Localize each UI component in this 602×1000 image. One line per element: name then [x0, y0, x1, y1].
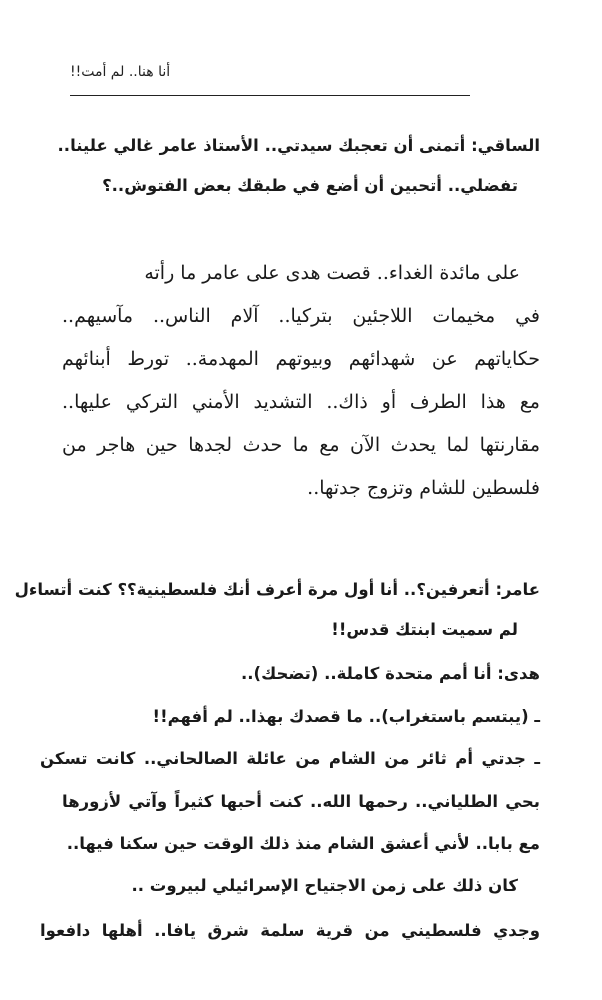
narration-line-6: فلسطين للشام وتزوج جدتها..: [307, 477, 540, 499]
dialogue-line-9: وجدي فلسطيني من قرية سلمة شرق يافا.. أهلها دافعوا: [40, 921, 540, 940]
dialogue-line-1: عامر: أتعرفين؟.. أنا أول مرة أعرف أنك فلسطينية؟؟ كنت أتساءل: [14, 580, 540, 599]
dialogue-line-6: بحي الطلياني.. رحمها الله.. كنت أحبها كثيراً وآتي لأزورها: [62, 792, 540, 811]
header-divider: [70, 95, 470, 96]
running-header-title: أنا هنا.. لم أمت!!: [70, 64, 171, 80]
dialogue-line-8: كان ذلك على زمن الاجتياح الإسرائيلي لبيروت ..: [131, 876, 518, 895]
dialogue-line-7: مع بابا.. لأني أعشق الشام منذ ذلك الوقت حين سكنا فيها..: [66, 834, 540, 853]
narration-line-1: على مائدة الغداء.. قصت هدى على عامر ما رأته: [144, 262, 520, 284]
narration-line-5: مقارنتها لما يحدث الآن مع ما حدث لجدها حين هاجر من: [62, 434, 540, 456]
waiter-line-2: تفضلي.. أتحبين أن أضع في طبقك بعض الفتوش..؟: [102, 176, 518, 195]
dialogue-line-3: هدى: أنا أمم متحدة كاملة.. (تضحك)..: [241, 664, 540, 683]
dialogue-line-2: لم سميت ابنتك قدس!!: [331, 620, 518, 639]
dialogue-line-5: ـ جدتي أم ثائر من الشام من عائلة الصالحاني.. كانت تسكن: [40, 749, 540, 768]
waiter-line-1: الساقي: أتمنى أن تعجبك سيدتي.. الأستاذ عامر غالي علينا..: [57, 136, 540, 155]
narration-line-3: حكاياتهم عن شهدائهم وبيوتهم المهدمة.. تورط أبنائهم: [62, 348, 540, 370]
dialogue-line-4: ـ (يبتسم باستغراب).. ما قصدك بهذا.. لم أفهم!!: [152, 707, 540, 726]
narration-line-4: مع هذا الطرف أو ذاك.. التشديد الأمني التركي عليها..: [62, 391, 540, 413]
narration-line-2: في مخيمات اللاجئين بتركيا.. آلام الناس.. مآسيهم..: [62, 305, 540, 327]
